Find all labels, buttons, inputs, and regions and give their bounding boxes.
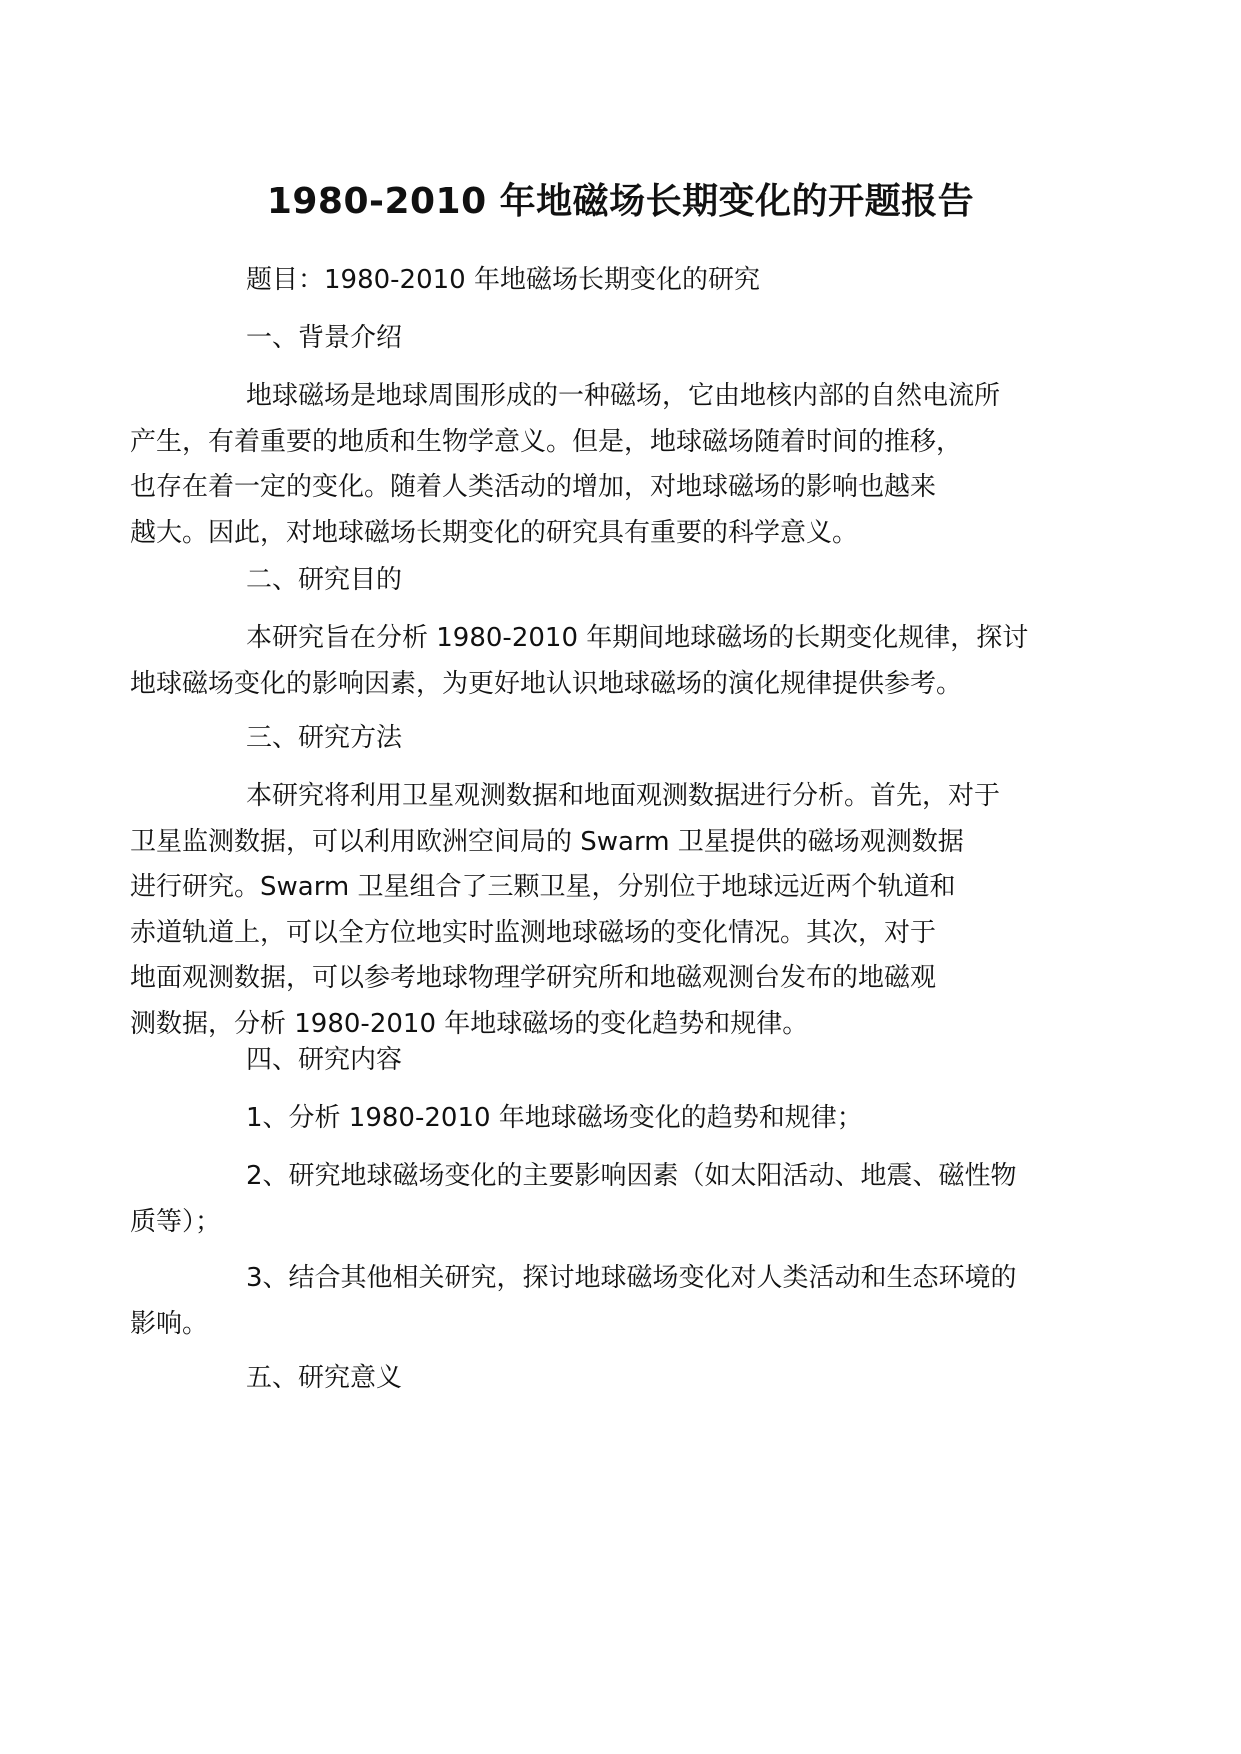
content-item-2: [130, 1154, 1088, 1245]
paragraph-line: 地球磁场变化的影响因素，为更好地认识地球磁场的演化规律提供参考。: [130, 668, 963, 699]
paragraph-line: 越大。因此，对地球磁场长期变化的研究具有重要的科学意义。: [130, 517, 859, 548]
paragraph-line: 赤道轨道上，可以全方位地实时监测地球磁场的变化情况。其次，对于: [130, 917, 937, 948]
paragraph-line: 地面观测数据，可以参考地球物理学研究所和地磁观测台发布的地磁观: [130, 963, 937, 993]
section-heading-background: 一、背景介绍: [246, 323, 403, 353]
method-paragraph: [130, 774, 1088, 1047]
purpose-paragraph: [130, 616, 1088, 707]
paragraph-line: 本研究旨在分析 1980-2010 年期间地球磁场的长期变化规律，探讨: [246, 623, 1029, 653]
list-item-line: 1、分析 1980-2010 年地球磁场变化的趋势和规律；: [246, 1103, 863, 1133]
section-heading-content: 四、研究内容: [246, 1045, 403, 1075]
paragraph-line: 卫星监测数据，可以利用欧洲空间局的 Swarm 卫星提供的磁场观测数据: [130, 826, 964, 857]
list-item-line: 影响。: [130, 1308, 209, 1339]
paragraph-line: 地球磁场是地球周围形成的一种磁场，它由地核内部的自然电流所: [246, 381, 1001, 411]
paragraph-line: 进行研究。Swarm 卫星组合了三颗卫星，分别位于地球远近两个轨道和: [130, 872, 956, 902]
background-paragraph: [130, 374, 1088, 556]
paragraph-line: 也存在着一定的变化。随着人类活动的增加，对地球磁场的影响也越来: [130, 472, 937, 502]
paragraph-line: 产生，有着重要的地质和生物学意义。但是，地球磁场随着时间的推移，: [130, 426, 963, 457]
list-item-line: 2、研究地球磁场变化的主要影响因素（如太阳活动、地震、磁性物: [246, 1161, 1017, 1191]
list-item-line: 质等）；: [130, 1206, 222, 1237]
content-item-1: [188, 1096, 1088, 1142]
section-heading-purpose: 二、研究目的: [246, 565, 403, 595]
paragraph-line: 测数据，分析 1980-2010 年地球磁场的变化趋势和规律。: [130, 1008, 809, 1039]
list-item-line: 3、结合其他相关研究，探讨地球磁场变化对人类活动和生态环境的: [246, 1263, 1017, 1293]
paragraph-line: 本研究将利用卫星观测数据和地面观测数据进行分析。首先，对于: [246, 781, 1001, 811]
document-title: 1980-2010 年地磁场长期变化的开题报告: [266, 181, 975, 222]
section-heading-method: 三、研究方法: [246, 723, 403, 753]
content-item-3: [130, 1256, 1088, 1347]
section-heading-significance: 五、研究意义: [246, 1363, 403, 1393]
topic-line: 题目：1980-2010 年地磁场长期变化的研究: [246, 265, 760, 295]
